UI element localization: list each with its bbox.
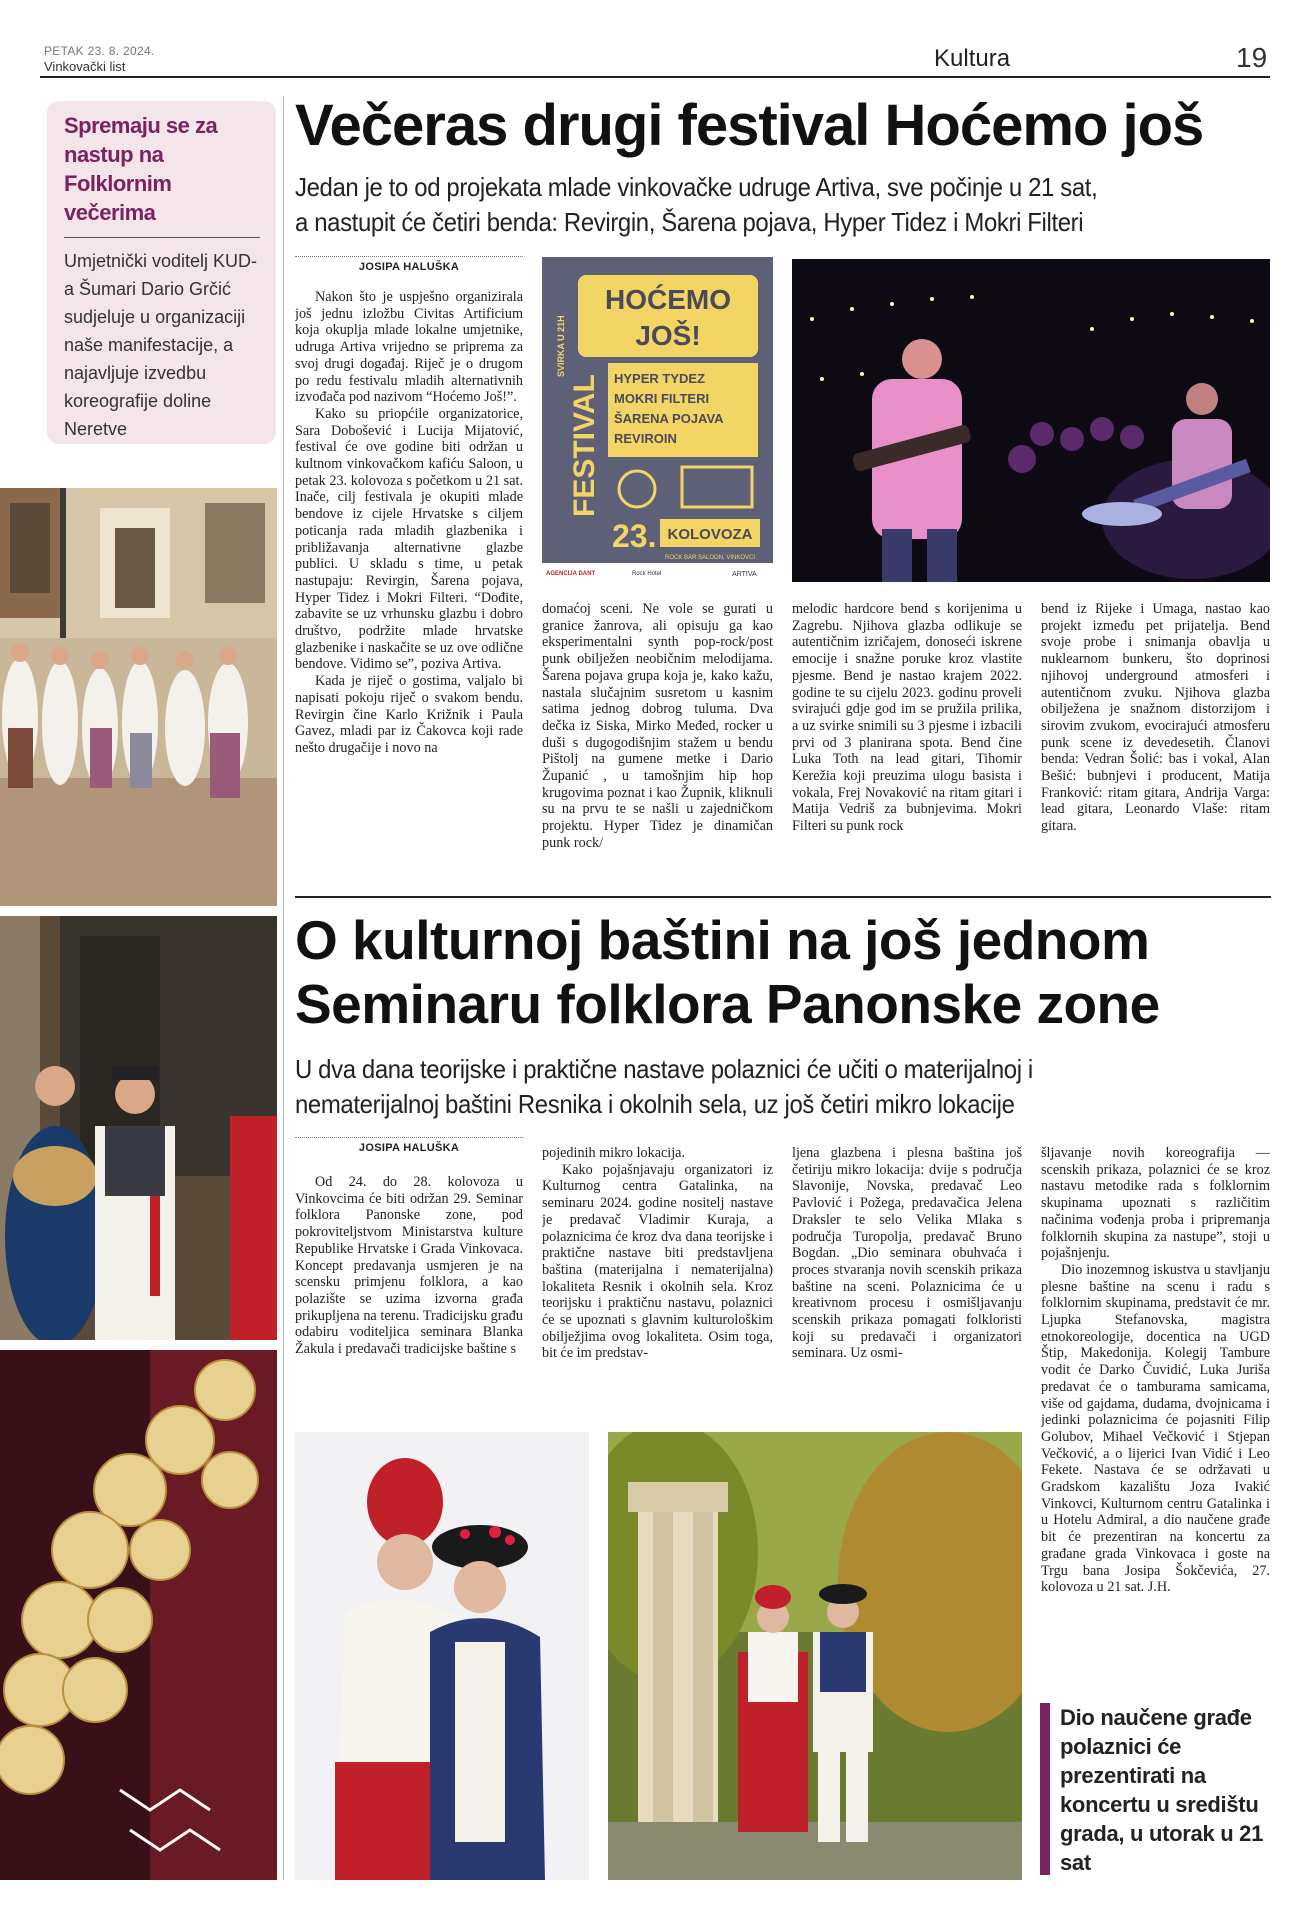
photo-couple-costume (0, 916, 277, 1340)
poster-title-l2: JOŠ! (635, 320, 701, 351)
article1-subtitle-line2: a nastupit će četiri benda: Revirgin, Šarena pojava, Hyper Tidez i Mokri Filteri (295, 207, 1084, 237)
article1-subtitle-line1: Jedan je to od projekata mlade vinkovačke udruge Artiva, sve počinje u 21 sat, (295, 172, 1098, 202)
photo-concert (792, 259, 1270, 582)
poster-title-l1: HOĆEMO (605, 284, 731, 315)
article2-col1-text: Od 24. do 28. kolovoza u Vinkovcima će biti održan 29. Seminar folklora Panonske zone, pod pokroviteljstvom Ministarstva kulture Republike Hrvatske i Grada Vinkovaca. Koncept predavanja usmjeren je na scensku primjenu folklora, a kao polazište se uzima izvorna građa prikupljena na terenu. Tradicijsku građu odabiru voditeljica seminara Blanka Žakula i predavači tradicijske baštine s (295, 1174, 523, 1358)
article-separator (295, 896, 1271, 898)
sidebar-text: Umjetnički voditelj KUD-a Šumari Dario Grčić sudjeluje u organizaciji naše manifestacije, a najavljuje izvedbu koreografije doline Neretve (64, 251, 258, 439)
poster-band-3: ŠARENA POJAVA (614, 411, 724, 426)
poster-venue: ROCK BAR SALOON, VINKOVCI (664, 555, 756, 561)
sidebar-headline: Spremaju se za nastup na Folklornim večerima (64, 113, 218, 225)
poster-brand: ARTIVA (732, 571, 757, 578)
article2-col2-p2: Kako pojašnjavaju organizatori iz Kulturnog centra Gatalinka, na seminaru 2024. godine nositelj nastave je predavač Vladimir Kuraja, a polaznicima će kroz dva dana teorijske i praktične nastave biti predstavljena baština (materijalna i nematerijalna) lokaliteta Resnik i okolnih sela. Kroz teorijsku i praktičnu nastavu, polaznici će se upoznati s glavnim kulturološkim obilježjima ovog lokaliteta. Osim toga, bit će im predstav- (542, 1161, 773, 1362)
article1-col2 (542, 601, 773, 888)
article1-title: Večeras drugi festival Hoćemo još (295, 93, 1204, 158)
article2-col3-text: ljena glazbena i plesna baština još četiriju mikro lokacija: dvije s područja Slavonije, Novska, predavač Leo Pavlović i Požega, predavačica Jelena Draksler te selo Velika Mlaka s područja Turopolja, predavač Bruno Bogdan. „Dio seminara obuhvaća i proces stvaranja novih scenskih prikaza baštine na sceni. Polaznicima će u kreativnom procesu i osmišljavanju scenskih prikaza pomagati folkloristi koji su predavači i organizatori seminara. Uz osmi- (792, 1145, 1022, 1362)
article2-title (295, 908, 1285, 1036)
byline-rule (295, 1137, 523, 1138)
article2-title-line1: O kulturnoj baštini na još jednom (295, 909, 1150, 971)
section-name: Kultura (934, 45, 1011, 72)
poster-date-month: KOLOVOZA (667, 526, 753, 543)
article1-col1 (295, 289, 523, 887)
article1-col1-p3: Kada je riječ o gostima, valjalo bi napisati pokoju riječ o svakom bendu. Revirgin čine Karlo Križnik i Paula Gavez, mladi par iz Čakovca koji rade nešto drugačije i novo na (295, 673, 523, 756)
pull-quote: Dio naučene građe polaznici će prezentirati na koncertu u središtu grada, u utorak u 21 sat (1040, 1703, 1270, 1875)
article1-col3-text: melodic hardcore bend s korijenima u Zagrebu. Njihova glazba odlikuje se autentičnim izričajem, donoseći iskrene emocije i snažne poruke kroz vlastite pjesme. Bend je nastao krajem 2022. godine te su cijelu 2023. godinu proveli svirajući gdje god im se pružila prilika, a uz svirke snimili su 3 pjesme i izbacili prvi od 3 planirana spota. Bend čine Luka Toth na lead gitari, Tihomir Kerežia koji preuzima ulogu basista i vokala, Frej Novaković na ritam gitari i Matija Vedriš za bubnjevima. Mokri Filteri su punk rock (792, 601, 1022, 835)
byline-rule (295, 256, 523, 257)
article2-col2-p1: pojedinih mikro lokacija. (542, 1145, 686, 1161)
article2-col1 (295, 1174, 523, 1418)
article1-col4-text: bend iz Rijeke i Umaga, nastao kao projekt između pet prijatelja. Bend svoje probe i snimanja obavlja u nuklearnom bunkeru, što doprinosi njihovoj underground atmosferi i autentičnom zvuku. Njihova glazba obilježena je snažnom distorzijom i sirovim zvukom, evocirajući atmosferu punk scene iz devedesetih. Članovi benda: Vedran Šolić: bas i vokal, Alan Bešić: bubnjevi i producent, Matija Franković: ritam gitara, Andrija Varga: lead gitara, Leonardo Vlaše: ritam gitara. (1041, 601, 1270, 835)
article2-byline: JOSIPA HALUŠKA (358, 1142, 460, 1154)
article2-col2 (542, 1145, 773, 1418)
article2-subtitle-line2: nematerijalnoj baštini Resnika i okolnih sela, uz još četiri mikro lokacije (295, 1089, 1015, 1119)
poster-side-text: SVIRKA U 21H (556, 315, 566, 377)
photo-couple-portrait (295, 1432, 589, 1880)
article1-byline-block (295, 256, 523, 273)
article1-col1-p2: Kako su priopćile organizatorice, Sara Dobošević i Lucija Mijatović, festival će ove godine biti održan u kultnom vinkovačkom kafiću Saloon, u petak 23. kolovoza s početkom u 21 sat. Inače, cilj festivala je okupiti mlade bendove iz cijele Hrvatske s ciljem poticanja rada mladih glazbenika i približavanja alternativne glazbe publici. U skladu s time, u petak nastupaju: Revirgin, Šarena pojava, Hyper Tidez i Mokri Filteri. “Dođite, zabavite se uz vrhunsku glazbu i dobro društvo, podržite mlade hrvatske glazbenike i naskačite se uz ove odlične bendove. Vidimo se”, poziva Artiva. (295, 405, 523, 673)
page-number: 19 (1236, 42, 1268, 73)
poster-band-4: REVIROIN (614, 431, 677, 446)
article2-subtitle-line1: U dva dana teorijske i praktične nastave polaznici će učiti o materijalnoj i (295, 1054, 1033, 1084)
article1-col3 (792, 601, 1022, 888)
issue-date: PETAK 23. 8. 2024. (44, 44, 155, 58)
article1-col2-text: domaćoj sceni. Ne vole se gurati u granice žanrova, ali opisuju ga kao eksperimentalni synth pop-rock/post punk obilježen neobičnim melodijama. Šarena pojava grupa koja je, kako kažu, nastala slučajnim susretom u kasnim satima jednog dobrog tuluma. Dva dečka iz Siska, Mirko Međed, rocker u duši s dugogodišnjim stažem u bendu Pištolj na gumene metke i Dario Županić , u tamošnjim hip hop krugovima poznat i kao Župnik, kliknuli su na prvu te se našli u zajedničkom projektu. Hyper Tidez je dinamičan punk rock/ (542, 601, 773, 851)
photo-folklore-group (0, 488, 277, 906)
photo-costume-detail (0, 1350, 277, 1880)
article2-byline-block (295, 1137, 523, 1154)
article2-col4-p1: šljavanje novih koreografija — scenskih prikaza, polaznici će se kroz nastavu metodike rada s folklornim skupinama upoznati s različitim načinima vođenja proba i pripremanja folklornih skupina za nastupe”, stoji u pojašnjenju. (1041, 1145, 1270, 1262)
article1-col4 (1041, 601, 1270, 888)
sidebar-rule (64, 237, 260, 238)
article2-title-line2: Seminaru folklora Panonske zone (295, 973, 1160, 1035)
poster-band-1: HYPER TYDEZ (614, 371, 706, 386)
article2-col3 (792, 1145, 1022, 1418)
festival-poster (542, 257, 773, 581)
column-divider (283, 96, 284, 1880)
poster-band-2: MOKRI FILTERI (614, 391, 710, 406)
poster-date-num: 23. (612, 518, 657, 554)
poster-festival: FESTIVAL (568, 374, 601, 517)
article1-col1-p1: Nakon što je uspješno organizirala još jednu izložbu Civitas Artificium koja okuplja mlade lokalne umjetnike, udruga Artiva vrijedno se priprema za svoj drugi događaj. Riječ je o drugom po redu festivalu mladih alternativnih izvođača pod nazivom “Hoćemo Još!”. (295, 289, 523, 406)
photo-couple-park (608, 1432, 1022, 1880)
sidebar-box (47, 101, 276, 444)
article2-col4 (1041, 1145, 1270, 1693)
poster-sponsor2: Rock Hotel (632, 571, 662, 577)
article1-subtitle (295, 170, 1097, 240)
newspaper-name: Vinkovački list (44, 59, 126, 74)
article1-byline: JOSIPA HALUŠKA (358, 261, 460, 273)
poster-sponsor: AGENCIJA DANT (546, 571, 596, 577)
article2-col4-p2: Dio inozemnog iskustva u stavljanju plesne baštine na scenu i radu s folklornim skupinama, predstavit će mr. Ljupka Stefanovska, magistra etnokoreologije, docentica na UGD Štip, Makedonija. Kolegij Tambure vodit će Darko Čuvidić, Luka Juriša predavat će o tamburama samicama, više od gajdama, dudama, dvojnicama i jedinki polaznicima će pojasniti Filip Golubov, Mihael Večković i Stjepan Večković, a o lijerici Ivan Vidić i Leo Fekete. Nastava će se održavati u Gradskom kazalištu Joza Ivakić Vinkovci, Kulturnom centru Gatalinka i u Hotelu Admiral, a dio naučene građe bit će prezentiran na koncertu za građane grada Vinkovaca i goste na Trgu bana Josipa Šokčevića, 27. kolovoza u 21 sat. J.H. (1041, 1261, 1270, 1596)
article2-subtitle (295, 1052, 1033, 1122)
header-rule (40, 76, 1270, 78)
